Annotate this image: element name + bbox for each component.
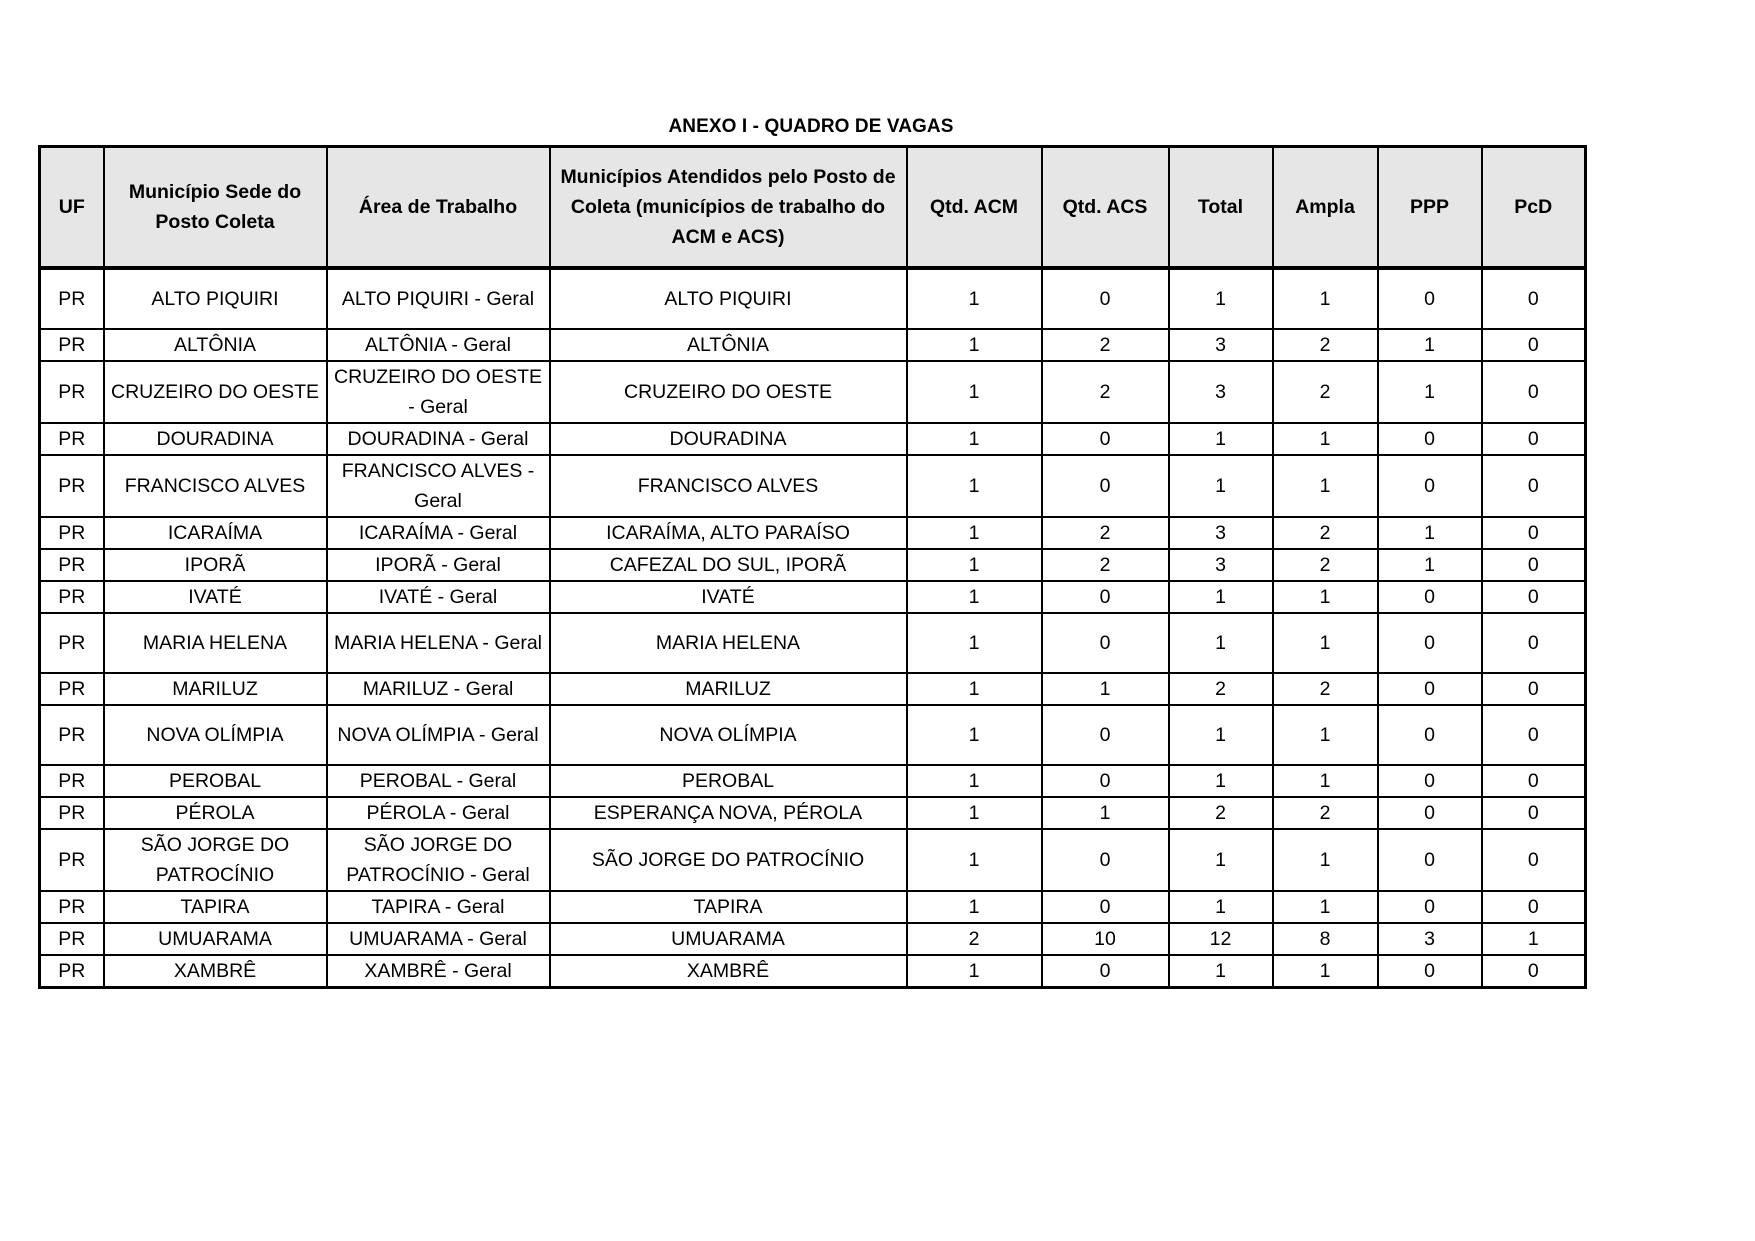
cell-municipios-atendidos: DOURADINA [550,423,907,455]
cell-qtd-acm: 1 [907,955,1042,988]
cell-pcd: 1 [1482,923,1586,955]
cell-total: 1 [1169,891,1273,923]
cell-qtd-acm: 2 [907,923,1042,955]
cell-qtd-acs: 1 [1042,673,1169,705]
table-row [40,955,1586,988]
cell-ppp: 0 [1378,891,1482,923]
cell-area-trabalho: PEROBAL - Geral [327,765,550,797]
cell-total: 1 [1169,613,1273,673]
cell-uf: PR [40,673,104,705]
cell-ampla: 1 [1273,955,1378,988]
header-qtd-acm: Qtd. ACM [907,147,1042,269]
cell-pcd: 0 [1482,361,1586,423]
cell-ppp: 1 [1378,517,1482,549]
header-municipios-atendidos: Municípios Atendidos pelo Posto de Coleta (municípios de trabalho do ACM e ACS) [550,147,907,269]
vacancy-table [38,145,1587,989]
table-row [40,581,1586,613]
cell-area-trabalho: UMUARAMA - Geral [327,923,550,955]
cell-qtd-acs: 0 [1042,613,1169,673]
cell-uf: PR [40,423,104,455]
table-row [40,891,1586,923]
cell-pcd: 0 [1482,891,1586,923]
cell-municipios-atendidos: XAMBRÊ [550,955,907,988]
cell-municipio-sede: SÃO JORGE DO PATROCÍNIO [104,829,327,891]
cell-qtd-acs: 0 [1042,765,1169,797]
cell-ampla: 1 [1273,613,1378,673]
cell-ampla: 2 [1273,549,1378,581]
cell-total: 3 [1169,549,1273,581]
cell-municipios-atendidos: ALTO PIQUIRI [550,268,907,329]
cell-municipio-sede: PEROBAL [104,765,327,797]
cell-qtd-acm: 1 [907,705,1042,765]
cell-municipio-sede: PÉROLA [104,797,327,829]
cell-ppp: 0 [1378,829,1482,891]
table-row [40,455,1586,517]
cell-ppp: 3 [1378,923,1482,955]
cell-uf: PR [40,891,104,923]
cell-area-trabalho: MARIA HELENA - Geral [327,613,550,673]
cell-qtd-acs: 2 [1042,361,1169,423]
cell-pcd: 0 [1482,517,1586,549]
cell-pcd: 0 [1482,268,1586,329]
cell-pcd: 0 [1482,955,1586,988]
cell-municipio-sede: ALTÔNIA [104,329,327,361]
cell-ampla: 1 [1273,765,1378,797]
cell-ampla: 2 [1273,361,1378,423]
cell-pcd: 0 [1482,765,1586,797]
cell-total: 2 [1169,673,1273,705]
cell-qtd-acm: 1 [907,613,1042,673]
cell-municipio-sede: FRANCISCO ALVES [104,455,327,517]
cell-pcd: 0 [1482,549,1586,581]
cell-ppp: 0 [1378,268,1482,329]
cell-ppp: 0 [1378,797,1482,829]
cell-ppp: 0 [1378,765,1482,797]
cell-qtd-acm: 1 [907,549,1042,581]
cell-municipios-atendidos: TAPIRA [550,891,907,923]
cell-area-trabalho: PÉROLA - Geral [327,797,550,829]
cell-pcd: 0 [1482,797,1586,829]
cell-ampla: 2 [1273,797,1378,829]
cell-qtd-acs: 0 [1042,455,1169,517]
cell-municipio-sede: MARILUZ [104,673,327,705]
cell-pcd: 0 [1482,455,1586,517]
cell-uf: PR [40,955,104,988]
cell-municipios-atendidos: CAFEZAL DO SUL, IPORÃ [550,549,907,581]
cell-qtd-acs: 0 [1042,955,1169,988]
header-pcd: PcD [1482,147,1586,269]
cell-total: 1 [1169,955,1273,988]
cell-uf: PR [40,517,104,549]
table-row [40,923,1586,955]
cell-uf: PR [40,613,104,673]
cell-qtd-acm: 1 [907,581,1042,613]
cell-ampla: 1 [1273,455,1378,517]
cell-uf: PR [40,829,104,891]
table-row [40,329,1586,361]
cell-municipios-atendidos: UMUARAMA [550,923,907,955]
header-qtd-acs: Qtd. ACS [1042,147,1169,269]
table-row [40,361,1586,423]
cell-total: 1 [1169,581,1273,613]
cell-municipio-sede: ALTO PIQUIRI [104,268,327,329]
header-ampla: Ampla [1273,147,1378,269]
cell-pcd: 0 [1482,581,1586,613]
cell-municipio-sede: MARIA HELENA [104,613,327,673]
cell-pcd: 0 [1482,329,1586,361]
cell-municipios-atendidos: NOVA OLÍMPIA [550,705,907,765]
cell-area-trabalho: ALTO PIQUIRI - Geral [327,268,550,329]
cell-qtd-acs: 0 [1042,423,1169,455]
cell-area-trabalho: IPORÃ - Geral [327,549,550,581]
cell-area-trabalho: ICARAÍMA - Geral [327,517,550,549]
cell-qtd-acm: 1 [907,765,1042,797]
cell-municipios-atendidos: ALTÔNIA [550,329,907,361]
cell-municipios-atendidos: SÃO JORGE DO PATROCÍNIO [550,829,907,891]
cell-qtd-acm: 1 [907,268,1042,329]
cell-municipio-sede: CRUZEIRO DO OESTE [104,361,327,423]
cell-qtd-acs: 0 [1042,581,1169,613]
cell-qtd-acs: 10 [1042,923,1169,955]
cell-municipio-sede: IPORÃ [104,549,327,581]
cell-area-trabalho: CRUZEIRO DO OESTE - Geral [327,361,550,423]
cell-ampla: 1 [1273,705,1378,765]
cell-municipio-sede: UMUARAMA [104,923,327,955]
table-row [40,673,1586,705]
cell-total: 1 [1169,268,1273,329]
cell-qtd-acm: 1 [907,673,1042,705]
cell-total: 1 [1169,455,1273,517]
cell-ppp: 1 [1378,361,1482,423]
cell-area-trabalho: IVATÉ - Geral [327,581,550,613]
cell-municipio-sede: DOURADINA [104,423,327,455]
cell-ampla: 1 [1273,891,1378,923]
cell-municipio-sede: XAMBRÊ [104,955,327,988]
cell-qtd-acm: 1 [907,423,1042,455]
cell-ampla: 2 [1273,673,1378,705]
cell-area-trabalho: FRANCISCO ALVES - Geral [327,455,550,517]
cell-municipio-sede: TAPIRA [104,891,327,923]
cell-municipio-sede: NOVA OLÍMPIA [104,705,327,765]
cell-uf: PR [40,455,104,517]
cell-uf: PR [40,797,104,829]
cell-uf: PR [40,329,104,361]
cell-total: 2 [1169,797,1273,829]
document-title: ANEXO I - QUADRO DE VAGAS [668,116,954,137]
cell-qtd-acm: 1 [907,517,1042,549]
cell-total: 1 [1169,705,1273,765]
cell-ppp: 0 [1378,581,1482,613]
table-row [40,423,1586,455]
cell-area-trabalho: MARILUZ - Geral [327,673,550,705]
cell-qtd-acs: 0 [1042,705,1169,765]
cell-pcd: 0 [1482,829,1586,891]
header-total: Total [1169,147,1273,269]
cell-ampla: 1 [1273,829,1378,891]
table-row [40,549,1586,581]
cell-uf: PR [40,549,104,581]
cell-municipios-atendidos: PEROBAL [550,765,907,797]
cell-ppp: 1 [1378,549,1482,581]
cell-qtd-acs: 1 [1042,797,1169,829]
cell-total: 1 [1169,423,1273,455]
table-row [40,765,1586,797]
cell-area-trabalho: NOVA OLÍMPIA - Geral [327,705,550,765]
cell-qtd-acm: 1 [907,829,1042,891]
cell-ampla: 2 [1273,329,1378,361]
cell-uf: PR [40,923,104,955]
cell-total: 12 [1169,923,1273,955]
cell-area-trabalho: SÃO JORGE DO PATROCÍNIO - Geral [327,829,550,891]
cell-pcd: 0 [1482,673,1586,705]
cell-municipios-atendidos: CRUZEIRO DO OESTE [550,361,907,423]
cell-qtd-acs: 0 [1042,891,1169,923]
cell-qtd-acs: 0 [1042,829,1169,891]
cell-municipio-sede: ICARAÍMA [104,517,327,549]
table-row [40,797,1586,829]
cell-ampla: 1 [1273,581,1378,613]
cell-total: 1 [1169,765,1273,797]
header-uf: UF [40,147,104,269]
cell-area-trabalho: XAMBRÊ - Geral [327,955,550,988]
cell-qtd-acs: 0 [1042,268,1169,329]
cell-uf: PR [40,268,104,329]
cell-ppp: 0 [1378,705,1482,765]
cell-uf: PR [40,361,104,423]
table-row [40,517,1586,549]
cell-qtd-acm: 1 [907,891,1042,923]
cell-ampla: 2 [1273,517,1378,549]
header-area-trabalho: Área de Trabalho [327,147,550,269]
cell-municipios-atendidos: MARILUZ [550,673,907,705]
cell-ppp: 1 [1378,329,1482,361]
table-row [40,268,1586,329]
cell-total: 3 [1169,361,1273,423]
cell-area-trabalho: TAPIRA - Geral [327,891,550,923]
cell-area-trabalho: DOURADINA - Geral [327,423,550,455]
cell-ppp: 0 [1378,423,1482,455]
cell-municipios-atendidos: MARIA HELENA [550,613,907,673]
header-municipio-sede: Município Sede do Posto Coleta [104,147,327,269]
cell-uf: PR [40,765,104,797]
cell-ppp: 0 [1378,955,1482,988]
cell-ampla: 1 [1273,423,1378,455]
cell-uf: PR [40,581,104,613]
cell-qtd-acs: 2 [1042,517,1169,549]
cell-total: 3 [1169,329,1273,361]
table-row [40,705,1586,765]
table-row [40,829,1586,891]
cell-total: 3 [1169,517,1273,549]
cell-municipio-sede: IVATÉ [104,581,327,613]
cell-qtd-acs: 2 [1042,549,1169,581]
cell-uf: PR [40,705,104,765]
cell-total: 1 [1169,829,1273,891]
cell-area-trabalho: ALTÔNIA - Geral [327,329,550,361]
cell-pcd: 0 [1482,613,1586,673]
cell-qtd-acm: 1 [907,361,1042,423]
table-header-row [40,147,1586,269]
cell-qtd-acm: 1 [907,455,1042,517]
cell-ppp: 0 [1378,613,1482,673]
cell-municipios-atendidos: IVATÉ [550,581,907,613]
cell-qtd-acs: 2 [1042,329,1169,361]
cell-ppp: 0 [1378,455,1482,517]
cell-municipios-atendidos: ICARAÍMA, ALTO PARAÍSO [550,517,907,549]
header-ppp: PPP [1378,147,1482,269]
cell-pcd: 0 [1482,705,1586,765]
cell-municipios-atendidos: FRANCISCO ALVES [550,455,907,517]
cell-ampla: 8 [1273,923,1378,955]
table-row [40,613,1586,673]
cell-qtd-acm: 1 [907,329,1042,361]
cell-qtd-acm: 1 [907,797,1042,829]
cell-ampla: 1 [1273,268,1378,329]
cell-ppp: 0 [1378,673,1482,705]
cell-municipios-atendidos: ESPERANÇA NOVA, PÉROLA [550,797,907,829]
cell-pcd: 0 [1482,423,1586,455]
